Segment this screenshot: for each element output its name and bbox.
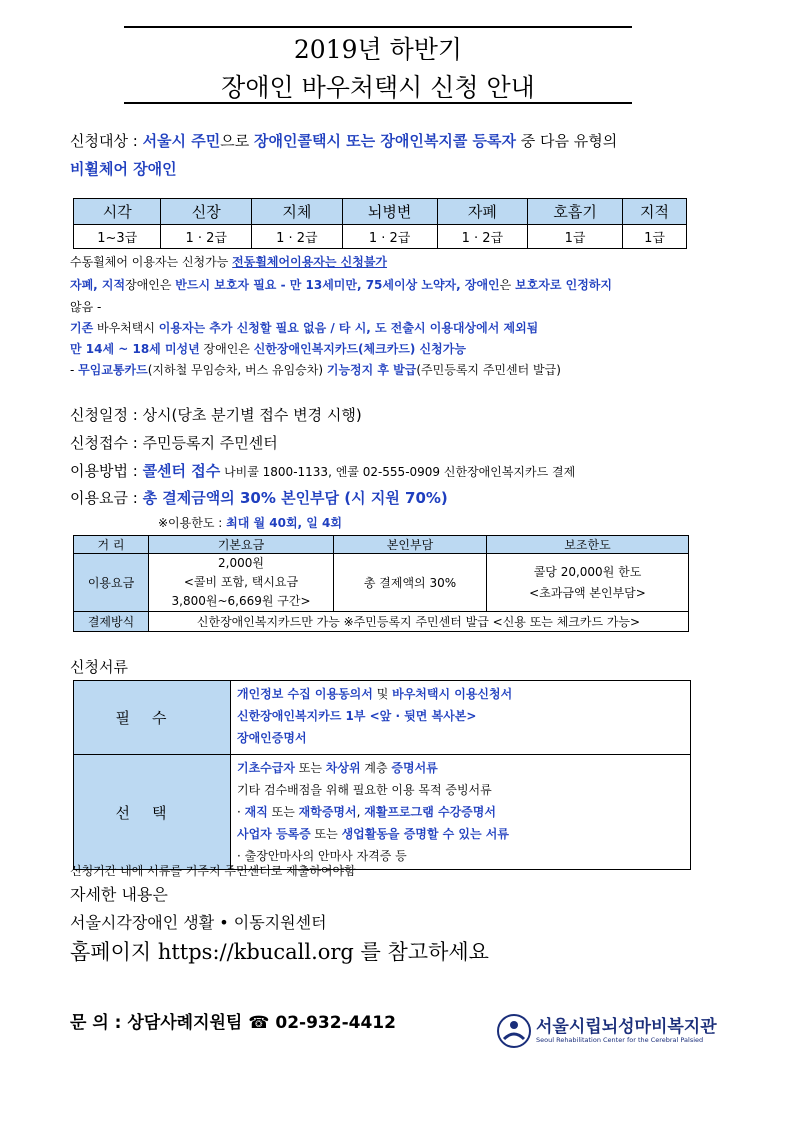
logo-emblem-icon <box>496 1013 532 1049</box>
organization-logo <box>496 1010 736 1052</box>
fee-header-distance: 거 리 <box>74 536 149 554</box>
fee-header-self: 본인부담 <box>334 536 487 554</box>
more-line1: 자세한 내용은 <box>70 885 168 904</box>
type-header: 지적 <box>623 199 687 225</box>
schedule-line: 신청일정 : 상시(당초 분기별 접수 변경 시행) <box>70 406 362 424</box>
note-existing: 기존 바우처택시 이용자는 추가 신청할 필요 없음 / 타 시, 도 전출시 이용대상에서 제외됨 <box>70 321 539 335</box>
docs-table <box>73 680 691 870</box>
type-grade: 1급 <box>528 225 623 249</box>
fee-header-subsidy: 보조한도 <box>487 536 689 554</box>
type-grade: 1 · 2급 <box>252 225 343 249</box>
type-header: 시각 <box>74 199 161 225</box>
fee-self-cell: 총 결제액의 30% <box>334 554 487 612</box>
note-transit-card: - 무임교통카드(지하철 무임승차, 버스 유임승차) 기능정지 후 발급(주민등록지 주민센터 발급) <box>70 363 561 377</box>
logo-subtitle: Seoul Rehabilitation Center for the Cerebral Palsied <box>536 1036 704 1044</box>
type-header: 신장 <box>161 199 252 225</box>
docs-heading: 신청서류 <box>70 658 128 676</box>
type-grade: 1 · 2급 <box>161 225 252 249</box>
reception-line: 신청접수 : 주민등록지 주민센터 <box>70 434 278 452</box>
title-line2: 장애인 바우처택시 신청 안내 <box>221 73 535 102</box>
disability-types-table <box>73 198 687 249</box>
required-label: 필수 <box>74 681 231 755</box>
type-header: 뇌병변 <box>342 199 437 225</box>
note-minor: 만 14세 ~ 18세 미성년 장애인은 신한장애인복지카드(체크카드) 신청가능 <box>70 342 466 356</box>
type-header: 지체 <box>252 199 343 225</box>
target-line2: 비휠체어 장애인 <box>70 160 177 178</box>
logo-name: 서울시립뇌성마비복지관 <box>536 1017 717 1037</box>
more-line3: 홈페이지 https://kbucall.org 를 참고하세요 <box>70 940 489 964</box>
fee-subsidy-cell: 콜당 20,000원 한도 <초과금액 본인부담> <box>487 554 689 612</box>
optional-docs: 기초수급자 또는 차상위 계층 증명서류 기타 검수배점을 위해 필요한 이용 목적 증빙서류 · 재직 또는 재학증명서, 재활프로그램 수강증명서 사업자 등록증 또는 생업활동을 증명할 수 있는 서류 · 출장안마사의 안마사 자격증 등 <box>231 755 691 870</box>
fee-base-cell: 2,000원 <콜비 포함, 택시요금 3,800원~6,669원 구간> <box>149 554 334 612</box>
fee-row-label: 이용요금 <box>74 554 149 612</box>
type-grade: 1 · 2급 <box>437 225 528 249</box>
usage-limit: ※이용한도 : 최대 월 40회, 일 4회 <box>158 516 342 530</box>
title-bottom-rule <box>124 102 632 104</box>
optional-label: 선택 <box>74 755 231 870</box>
fee-header-base: 기본요금 <box>149 536 334 554</box>
title-top-rule <box>124 26 632 28</box>
type-header: 자폐 <box>437 199 528 225</box>
type-grade: 1~3급 <box>74 225 161 249</box>
target-line1: 신청대상 : 서울시 주민으로 장애인콜택시 또는 장애인복지콜 등록자 중 다음 유형의 <box>70 132 618 150</box>
type-grade: 1 · 2급 <box>342 225 437 249</box>
required-docs: 개인정보 수집 이용동의서 및 바우처택시 이용신청서 신한장애인복지카드 1부 <앞 · 뒷면 복사본> 장애인증명서 <box>231 681 691 755</box>
note-wheelchair: 수동휠체어 이용자는 신청가능 전동휠체어이용자는 신청불가 <box>70 255 388 269</box>
type-header: 호흡기 <box>528 199 623 225</box>
more-line2: 서울시각장애인 생활 • 이동지원센터 <box>70 913 327 932</box>
note-guardian: 자폐, 지적장애인은 반드시 보호자 필요 - 만 13세미만, 75세이상 노약자, 장애인은 보호자로 인정하지 <box>70 278 612 292</box>
docs-footnote: 신청기간 내에 서류를 거주지 주민센터로 제출하여야함 <box>70 864 356 878</box>
note-guardian-cont: 않음 - <box>70 300 102 314</box>
method-line: 이용방법 : 콜센터 접수 나비콜 1800-1133, 엔콜 02-555-0909 신한장애인복지카드 결제 <box>70 462 576 480</box>
title-line1: 2019년 하반기 <box>293 35 463 64</box>
fee-line: 이용요금 : 총 결제금액의 30% 본인부담 (시 지원 70%) <box>70 489 448 507</box>
payment-text: 신한장애인복지카드만 가능 ※주민등록지 주민센터 발급 <신용 또는 체크카드 가능> <box>149 612 689 632</box>
type-grade: 1급 <box>623 225 687 249</box>
fee-table <box>73 535 689 632</box>
payment-label: 결제방식 <box>74 612 149 632</box>
contact-line: 문 의 : 상담사례지원팀 ☎ 02-932-4412 <box>70 1013 396 1033</box>
